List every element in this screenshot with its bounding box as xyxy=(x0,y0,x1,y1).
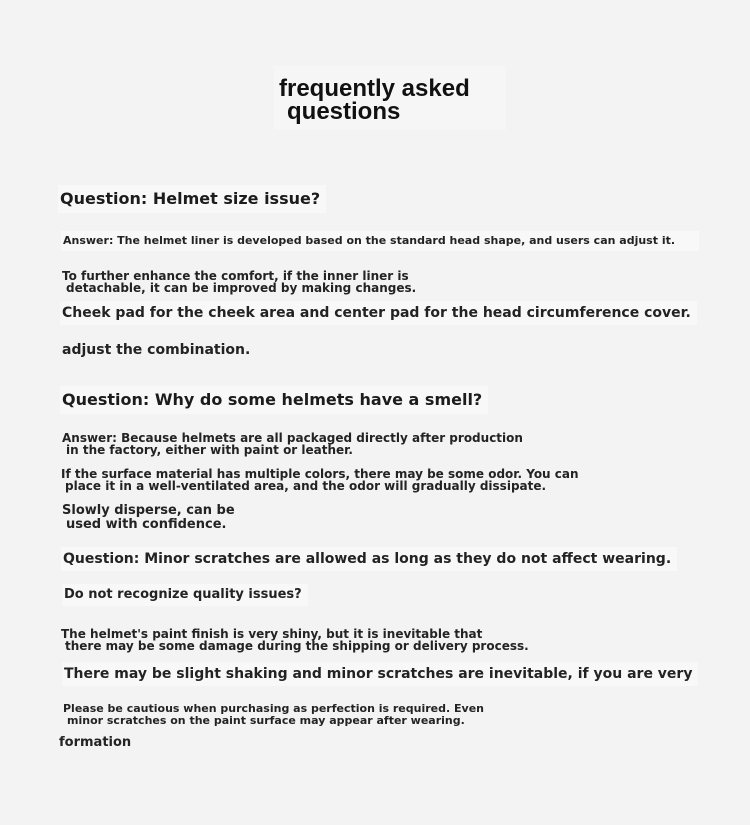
paragraph-disperse-line-1: Slowly disperse, can be xyxy=(62,503,235,518)
paragraph-disperse xyxy=(62,504,235,532)
answer-paint-finish-line-1: The helmet's paint finish is very shiny, but it is inevitable that xyxy=(61,627,483,641)
paragraph-adjust-combination: adjust the combination. xyxy=(62,342,251,358)
answer-helmet-smell-line-2: in the factory, either with paint or leather. xyxy=(66,443,353,457)
paragraph-odor xyxy=(61,468,579,492)
paragraph-disperse-line-2: used with confidence. xyxy=(66,517,227,532)
paragraph-cheek-pad: Cheek pad for the cheek area and center pad for the head circumference cover. xyxy=(60,301,697,325)
paragraph-odor-line-1: If the surface material has multiple colors, there may be some odor. You can xyxy=(61,467,579,481)
question-quality-issues: Do not recognize quality issues? xyxy=(62,584,308,606)
page-title-line-1: frequently asked xyxy=(279,75,470,102)
paragraph-odor-line-2: place it in a well-ventilated area, and the odor will gradually dissipate. xyxy=(65,479,547,493)
paragraph-purchase-caution xyxy=(63,703,484,727)
paragraph-liner-comfort-line-1: To further enhance the comfort, if the inner liner is xyxy=(62,269,409,283)
paragraph-liner-comfort xyxy=(62,270,416,294)
page-title-line-2: questions xyxy=(287,98,401,125)
paragraph-formation: formation xyxy=(59,735,132,750)
answer-helmet-smell xyxy=(62,432,523,456)
paragraph-slight-shaking: There may be slight shaking and minor scratches are inevitable, if you are very xyxy=(62,662,698,686)
paragraph-purchase-caution-line-2: minor scratches on the paint surface may appear after wearing. xyxy=(67,714,465,727)
answer-paint-finish xyxy=(61,628,529,652)
question-helmet-size: Question: Helmet size issue? xyxy=(58,185,326,213)
question-minor-scratches: Question: Minor scratches are allowed as long as they do not affect wearing. xyxy=(61,547,677,571)
paragraph-liner-comfort-line-2: detachable, it can be improved by making changes. xyxy=(66,281,417,295)
answer-helmet-smell-line-1: Answer: Because helmets are all packaged directly after production xyxy=(62,431,523,445)
paragraph-purchase-caution-line-1: Please be cautious when purchasing as perfection is required. Even xyxy=(63,702,484,715)
page-title xyxy=(279,77,470,123)
answer-helmet-size: Answer: The helmet liner is developed based on the standard head shape, and users can adjust it. xyxy=(61,231,699,251)
question-helmet-smell: Question: Why do some helmets have a smell? xyxy=(60,386,488,414)
answer-paint-finish-line-2: there may be some damage during the shipping or delivery process. xyxy=(65,639,529,653)
